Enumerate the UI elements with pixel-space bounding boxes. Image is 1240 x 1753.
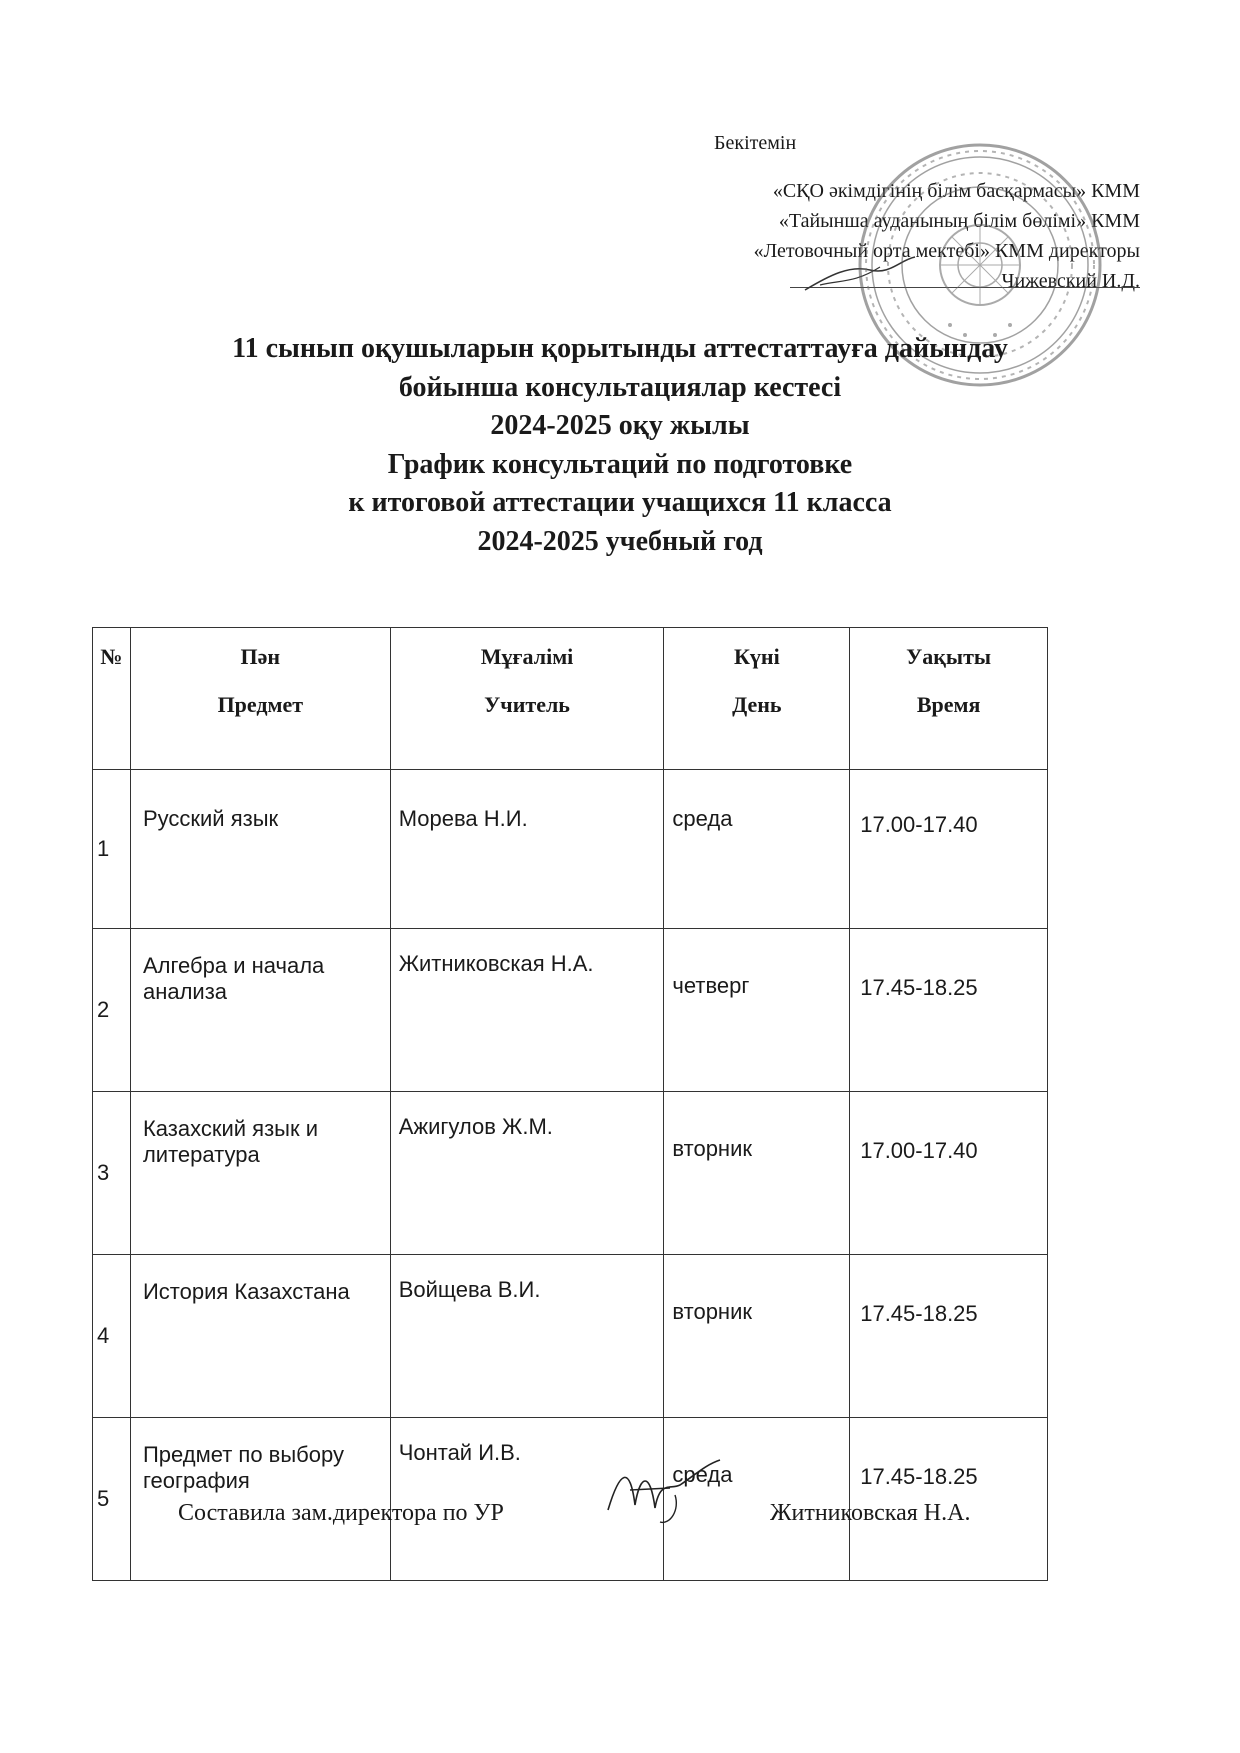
table-row <box>93 770 1048 929</box>
row-number: 2 <box>93 929 131 1092</box>
row-teacher: Житниковская Н.А. <box>390 929 664 1092</box>
compiler-name: Житниковская Н.А. <box>770 1500 971 1526</box>
row-subject: Предмет по выбору география <box>130 1418 390 1581</box>
compiled-by-label: Составила зам.директора по УР <box>178 1500 504 1526</box>
approval-word: Бекітемін <box>714 132 797 154</box>
table-header-row <box>93 628 1048 770</box>
row-number: 3 <box>93 1092 131 1255</box>
row-number: 1 <box>93 770 131 929</box>
table-row <box>93 1092 1048 1255</box>
title-line-2: бойынша консультациялар кестесі <box>398 371 842 403</box>
title-line-5: к итоговой аттестации учащихся 11 класса <box>348 487 892 518</box>
title-line-4: График консультаций по подготовке <box>387 448 853 480</box>
title-line-1: 11 сынып оқушыларын қорытынды аттестаттауға дайындау <box>232 333 1008 364</box>
header-teacher: Мұғалімі Учитель <box>390 628 664 770</box>
header-day: Күні День <box>664 628 850 770</box>
title-line-6: 2024-2025 учебный год <box>477 525 763 557</box>
row-time: 17.00-17.40 <box>850 770 1048 929</box>
row-time: 17.00-17.40 <box>850 1092 1048 1255</box>
row-subject: История Казахстана <box>130 1255 390 1418</box>
row-time: 17.45-18.25 <box>850 1255 1048 1418</box>
row-day: среда <box>664 770 850 929</box>
header-subject: Пән Предмет <box>130 628 390 770</box>
row-day: вторник <box>664 1092 850 1255</box>
approval-line-1: «СҚО әкімдігінің білім басқармасы» КММ <box>772 180 1140 202</box>
header-number: № <box>93 628 131 770</box>
table-row <box>93 929 1048 1092</box>
row-number: 4 <box>93 1255 131 1418</box>
row-day: четверг <box>664 929 850 1092</box>
table-row <box>93 1418 1048 1581</box>
approval-director-name: Чижевский И.Д. <box>1001 270 1140 292</box>
table-row <box>93 1255 1048 1418</box>
row-teacher: Ажигулов Ж.М. <box>390 1092 664 1255</box>
row-teacher: Морева Н.И. <box>390 770 664 929</box>
consultation-schedule-table <box>92 627 1048 1581</box>
document-title <box>120 330 1120 561</box>
compiler-signature <box>600 1450 730 1530</box>
title-line-3: 2024-2025 оқу жылы <box>490 410 750 441</box>
header-time: Уақыты Время <box>850 628 1048 770</box>
row-subject: Казахский язык и литература <box>130 1092 390 1255</box>
row-subject: Алгебра и начала анализа <box>130 929 390 1092</box>
approval-line-3: «Летовочный орта мектебі» КММ директоры <box>753 240 1140 262</box>
row-time: 17.45-18.25 <box>850 1418 1048 1581</box>
row-teacher: Войщева В.И. <box>390 1255 664 1418</box>
row-number: 5 <box>93 1418 131 1581</box>
row-teacher: Чонтай И.В. <box>390 1418 664 1581</box>
row-day: среда <box>664 1418 850 1581</box>
approval-line-2: «Тайынша ауданының білім бөлімі» КММ <box>778 210 1140 232</box>
row-subject: Русский язык <box>130 770 390 929</box>
row-day: вторник <box>664 1255 850 1418</box>
row-time: 17.45-18.25 <box>850 929 1048 1092</box>
